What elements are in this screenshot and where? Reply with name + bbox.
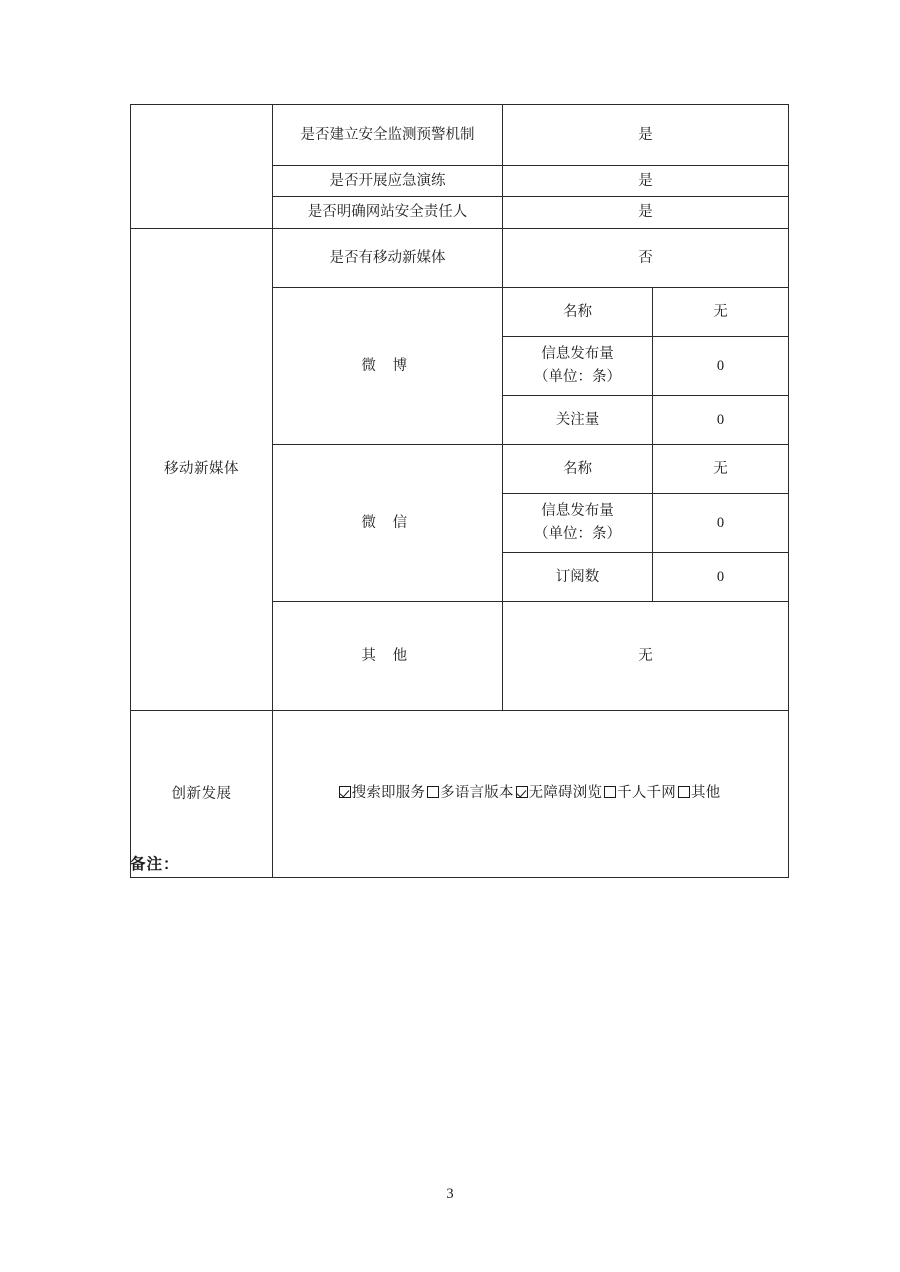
remark-label: 备注： <box>130 856 180 873</box>
table-row <box>131 105 789 166</box>
checkbox-icon[interactable] <box>339 786 351 798</box>
weixin-subscribers-label: 订阅数 <box>503 552 653 601</box>
weibo-name-label: 名称 <box>503 287 653 336</box>
weixin-name-value: 无 <box>653 444 789 493</box>
innovation-section-label: 创新发展 <box>131 710 273 877</box>
weixin-label: 微 信 <box>273 444 503 601</box>
has-mobile-media-value: 否 <box>503 228 789 287</box>
table-row <box>131 228 789 287</box>
innovation-option-2-label: 无障碍浏览 <box>528 785 603 802</box>
weixin-name-label: 名称 <box>503 444 653 493</box>
checkbox-icon[interactable] <box>604 786 616 798</box>
security-item-1-value: 是 <box>503 166 789 197</box>
checkbox-icon[interactable] <box>427 786 439 798</box>
innovation-option-1[interactable] <box>427 785 516 801</box>
innovation-option-1-label: 多语言版本 <box>440 785 514 802</box>
mobile-media-section-label: 移动新媒体 <box>131 228 273 710</box>
weibo-publish-count-value: 0 <box>653 336 789 395</box>
innovation-options-cell <box>273 710 789 877</box>
innovation-option-3[interactable] <box>604 785 678 801</box>
security-item-0-value: 是 <box>503 105 789 166</box>
innovation-option-3-label: 千人千网 <box>617 785 676 802</box>
weibo-publish-count-label-line1: 信息发布量 <box>541 346 614 363</box>
innovation-option-0-label: 搜索即服务 <box>351 785 426 802</box>
weibo-publish-count-label <box>503 336 653 395</box>
innovation-option-2[interactable] <box>516 785 605 801</box>
weibo-name-value: 无 <box>653 287 789 336</box>
other-media-value: 无 <box>503 601 789 710</box>
innovation-option-4[interactable] <box>678 785 722 801</box>
innovation-option-0[interactable] <box>339 785 428 801</box>
weixin-publish-count-value: 0 <box>653 493 789 552</box>
has-mobile-media-label: 是否有移动新媒体 <box>273 228 503 287</box>
weibo-followers-value: 0 <box>653 395 789 444</box>
other-media-label: 其 他 <box>273 601 503 710</box>
checkbox-icon[interactable] <box>678 786 690 798</box>
security-item-0-label: 是否建立安全监测预警机制 <box>273 105 503 166</box>
weixin-subscribers-value: 0 <box>653 552 789 601</box>
security-item-2-value: 是 <box>503 197 789 228</box>
page-number: 3 <box>446 1186 454 1202</box>
weixin-publish-count-label-line1: 信息发布量 <box>541 503 614 520</box>
checkbox-icon[interactable] <box>516 786 528 798</box>
weibo-publish-count-label-line2: （单位：条） <box>534 368 621 385</box>
security-item-2-label: 是否明确网站安全责任人 <box>273 197 503 228</box>
weixin-publish-count-label <box>503 493 653 552</box>
weixin-publish-count-label-line2: （单位：条） <box>534 525 621 542</box>
security-section-label <box>131 105 273 229</box>
table-row <box>131 710 789 877</box>
innovation-option-4-label: 其他 <box>690 785 721 802</box>
weibo-label: 微 博 <box>273 287 503 444</box>
security-item-1-label: 是否开展应急演练 <box>273 166 503 197</box>
innovation-options-list <box>279 782 782 805</box>
weibo-followers-label: 关注量 <box>503 395 653 444</box>
annual-report-table <box>130 104 789 878</box>
